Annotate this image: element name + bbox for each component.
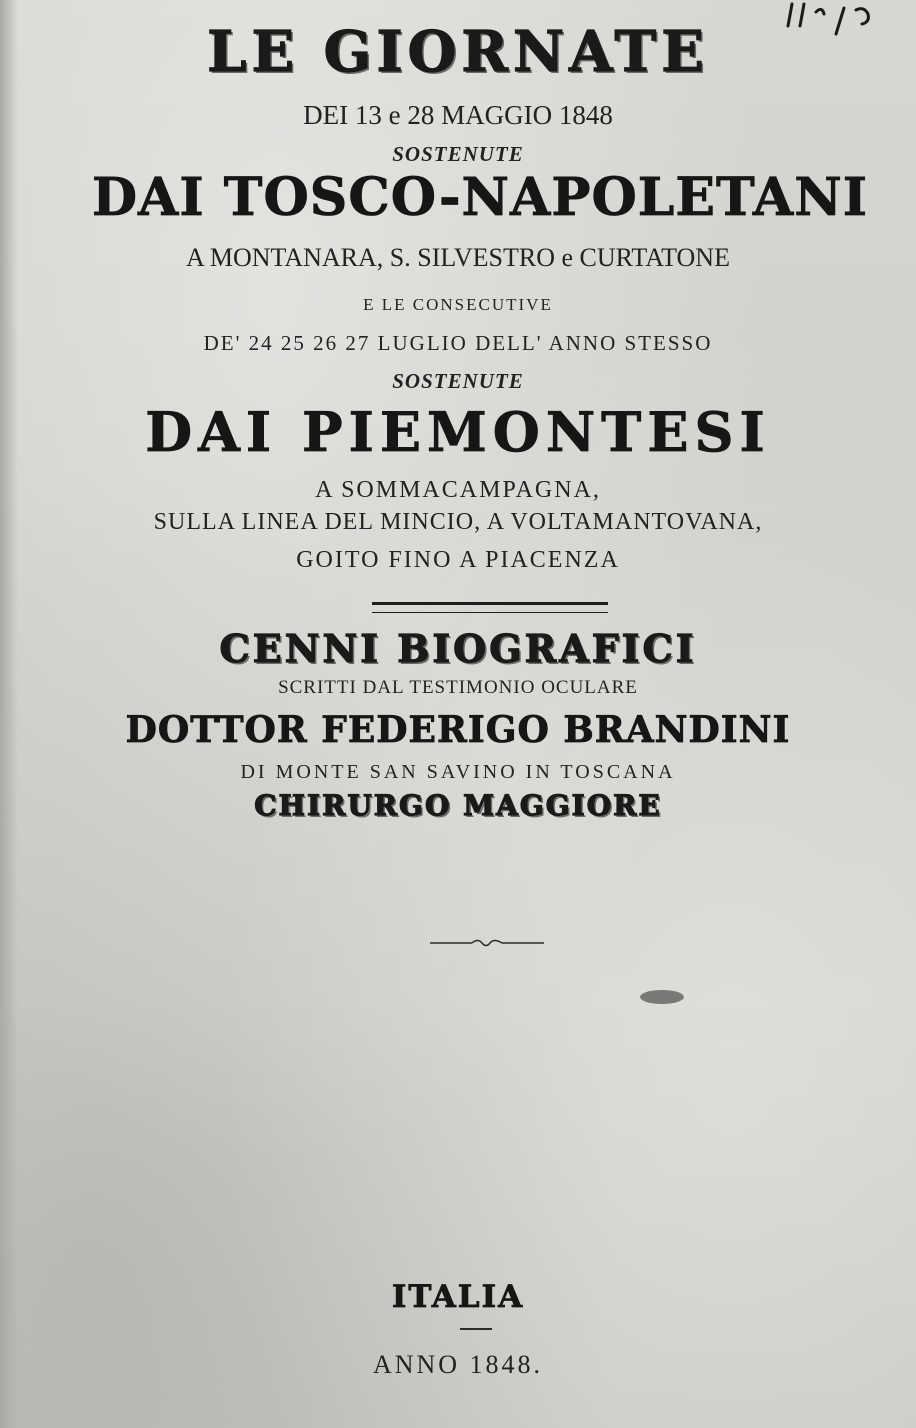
chirurgo-maggiore: CHIRURGO MAGGIORE — [254, 789, 662, 822]
battle-places-1: A MONTANARA, S. SILVESTRO e CURTATONE — [186, 243, 730, 272]
battle-places-2: A SOMMACAMPAGNA, — [315, 477, 601, 503]
cenni-biografici: CENNI BIOGRAFICI — [219, 626, 697, 671]
sostenute-1: SOSTENUTE — [392, 142, 524, 166]
place-italia: ITALIA — [391, 1279, 525, 1315]
ornament-divider — [428, 938, 546, 948]
sostenute-2: SOSTENUTE — [392, 369, 524, 393]
dai-piemontesi: DAI PIEMONTESI — [145, 400, 771, 464]
battle-places-4: GOITO FINO A PIACENZA — [296, 547, 620, 573]
dates-may: DEI 13 e 28 MAGGIO 1848 — [303, 100, 613, 130]
e-le-consecutive: E LE CONSECUTIVE — [363, 295, 553, 314]
short-rule — [460, 1328, 492, 1330]
double-rule — [372, 602, 608, 613]
author-origin: DI MONTE SAN SAVINO IN TOSCANA — [240, 761, 676, 783]
dates-july: DE' 24 25 26 27 LUGLIO DELL' ANNO STESSO — [203, 331, 713, 355]
author-name: DOTTOR FEDERIGO BRANDINI — [125, 709, 791, 751]
year: ANNO 1848. — [372, 1350, 544, 1379]
ink-smudge — [640, 990, 684, 1004]
dai-tosco-napoletani: DAI TOSCO-NAPOLETANI — [91, 167, 869, 228]
title-line-le-giornate: LE GIORNATE — [207, 19, 709, 85]
scritti-dal-testimonio: SCRITTI DAL TESTIMONIO OCULARE — [278, 677, 638, 698]
battle-places-3: SULLA LINEA DEL MINCIO, A VOLTAMANTOVANA, — [153, 509, 763, 535]
